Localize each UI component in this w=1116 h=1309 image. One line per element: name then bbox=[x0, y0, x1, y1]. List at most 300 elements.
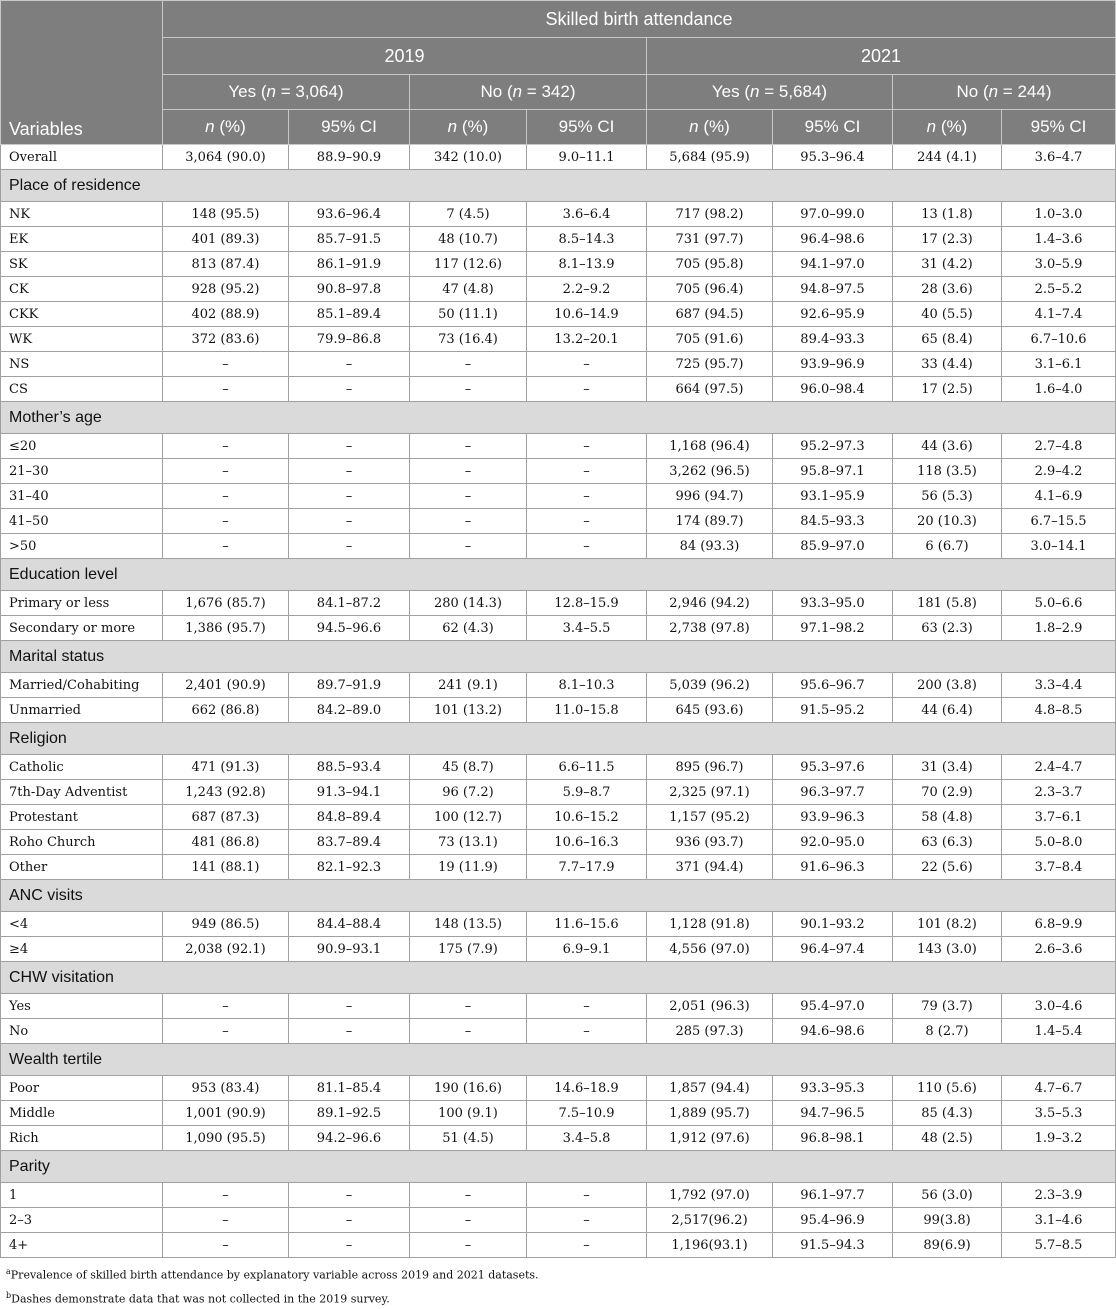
cell-n-pct: 1,889 (95.7) bbox=[647, 1101, 773, 1126]
cell-ci: – bbox=[527, 1019, 647, 1044]
cell-n-pct: 2,038 (92.1) bbox=[163, 937, 289, 962]
cell-n-pct: 371 (94.4) bbox=[647, 855, 773, 880]
table-row bbox=[1, 459, 1116, 484]
cell-n-pct: 148 (13.5) bbox=[410, 912, 527, 937]
cell-ci: 93.9–96.3 bbox=[773, 805, 893, 830]
cell-ci: 94.2–96.6 bbox=[289, 1126, 410, 1151]
cell-ci: 3.6–6.4 bbox=[527, 202, 647, 227]
table-row bbox=[1, 591, 1116, 616]
cell-n-pct: 3,064 (90.0) bbox=[163, 145, 289, 170]
cell-n-pct: 40 (5.5) bbox=[893, 302, 1002, 327]
row-label: EK bbox=[1, 227, 163, 252]
cell-n-pct: 51 (4.5) bbox=[410, 1126, 527, 1151]
section-row bbox=[1, 170, 1116, 202]
cell-n-pct: 731 (97.7) bbox=[647, 227, 773, 252]
cell-ci: 9.0–11.1 bbox=[527, 145, 647, 170]
cell-n-pct: 1,001 (90.9) bbox=[163, 1101, 289, 1126]
cell-n-pct: 13 (1.8) bbox=[893, 202, 1002, 227]
section-row bbox=[1, 1151, 1116, 1183]
row-label: Other bbox=[1, 855, 163, 880]
cell-ci: 93.1–95.9 bbox=[773, 484, 893, 509]
cell-n-pct: 936 (93.7) bbox=[647, 830, 773, 855]
cell-ci: 82.1–92.3 bbox=[289, 855, 410, 880]
cell-n-pct: 280 (14.3) bbox=[410, 591, 527, 616]
cell-n-pct: 241 (9.1) bbox=[410, 673, 527, 698]
table-row bbox=[1, 616, 1116, 641]
cell-ci: 3.0–5.9 bbox=[1002, 252, 1116, 277]
cell-n-pct: 73 (13.1) bbox=[410, 830, 527, 855]
row-label: >50 bbox=[1, 534, 163, 559]
cell-ci: 5.0–6.6 bbox=[1002, 591, 1116, 616]
cell-ci: 5.0–8.0 bbox=[1002, 830, 1116, 855]
cell-n-pct: – bbox=[163, 459, 289, 484]
cell-ci: 96.4–98.6 bbox=[773, 227, 893, 252]
cell-n-pct: – bbox=[410, 352, 527, 377]
cell-ci: 90.9–93.1 bbox=[289, 937, 410, 962]
group-n: 342 bbox=[541, 82, 570, 101]
table-row bbox=[1, 937, 1116, 962]
cell-ci: 2.2–9.2 bbox=[527, 277, 647, 302]
cell-n-pct: – bbox=[163, 434, 289, 459]
cell-n-pct: 4,556 (97.0) bbox=[647, 937, 773, 962]
col-header-ci: 95% CI bbox=[773, 110, 893, 145]
row-label: 2–3 bbox=[1, 1208, 163, 1233]
group-n: 5,684 bbox=[778, 82, 822, 101]
cell-ci: 3.3–4.4 bbox=[1002, 673, 1116, 698]
cell-ci: 84.5–93.3 bbox=[773, 509, 893, 534]
row-label: CKK bbox=[1, 302, 163, 327]
cell-ci: 4.1–6.9 bbox=[1002, 484, 1116, 509]
col-header-n-pct bbox=[163, 110, 289, 145]
col-header-ci: 95% CI bbox=[527, 110, 647, 145]
cell-n-pct: 101 (13.2) bbox=[410, 698, 527, 723]
cell-n-pct: 17 (2.3) bbox=[893, 227, 1002, 252]
table-row bbox=[1, 202, 1116, 227]
cell-n-pct: 58 (4.8) bbox=[893, 805, 1002, 830]
table-row bbox=[1, 1019, 1116, 1044]
cell-ci: – bbox=[289, 1208, 410, 1233]
cell-n-pct: 99(3.8) bbox=[893, 1208, 1002, 1233]
cell-ci: 10.6–16.3 bbox=[527, 830, 647, 855]
table-row bbox=[1, 912, 1116, 937]
cell-ci: 8.5–14.3 bbox=[527, 227, 647, 252]
table-row bbox=[1, 1208, 1116, 1233]
n-symbol: n bbox=[447, 117, 458, 136]
row-label: NS bbox=[1, 352, 163, 377]
cell-n-pct: 47 (4.8) bbox=[410, 277, 527, 302]
cell-ci: 5.9–8.7 bbox=[527, 780, 647, 805]
cell-n-pct: 31 (4.2) bbox=[893, 252, 1002, 277]
cell-n-pct: 725 (95.7) bbox=[647, 352, 773, 377]
pct-label: (%) bbox=[214, 117, 246, 136]
cell-ci: 6.7–10.6 bbox=[1002, 327, 1116, 352]
table-row bbox=[1, 755, 1116, 780]
cell-n-pct: 1,676 (85.7) bbox=[163, 591, 289, 616]
row-label: Catholic bbox=[1, 755, 163, 780]
section-row bbox=[1, 1044, 1116, 1076]
cell-n-pct: 96 (7.2) bbox=[410, 780, 527, 805]
section-label: Place of residence bbox=[1, 170, 1116, 202]
cell-ci: 11.6–15.6 bbox=[527, 912, 647, 937]
cell-n-pct: – bbox=[410, 484, 527, 509]
cell-ci: 12.8–15.9 bbox=[527, 591, 647, 616]
cell-ci: 5.7–8.5 bbox=[1002, 1233, 1116, 1258]
cell-n-pct: 402 (88.9) bbox=[163, 302, 289, 327]
cell-n-pct: 2,051 (96.3) bbox=[647, 994, 773, 1019]
cell-n-pct: 181 (5.8) bbox=[893, 591, 1002, 616]
cell-n-pct: – bbox=[163, 377, 289, 402]
pct-label: (%) bbox=[698, 117, 730, 136]
cell-n-pct: 31 (3.4) bbox=[893, 755, 1002, 780]
cell-ci: 4.7–6.7 bbox=[1002, 1076, 1116, 1101]
cell-n-pct: 56 (3.0) bbox=[893, 1183, 1002, 1208]
cell-ci: 89.7–91.9 bbox=[289, 673, 410, 698]
row-label: <4 bbox=[1, 912, 163, 937]
row-label: ≥4 bbox=[1, 937, 163, 962]
group-label: Yes bbox=[711, 82, 740, 101]
row-label: SK bbox=[1, 252, 163, 277]
cell-ci: 93.3–95.0 bbox=[773, 591, 893, 616]
cell-ci: 95.3–97.6 bbox=[773, 755, 893, 780]
cell-n-pct: 401 (89.3) bbox=[163, 227, 289, 252]
cell-ci: 13.2–20.1 bbox=[527, 327, 647, 352]
cell-ci: – bbox=[289, 459, 410, 484]
section-row bbox=[1, 880, 1116, 912]
n-symbol: n bbox=[205, 117, 215, 136]
cell-n-pct: – bbox=[163, 1233, 289, 1258]
cell-ci: 79.9–86.8 bbox=[289, 327, 410, 352]
cell-n-pct: 48 (10.7) bbox=[410, 227, 527, 252]
cell-ci: 6.8–9.9 bbox=[1002, 912, 1116, 937]
cell-ci: 3.4–5.5 bbox=[527, 616, 647, 641]
cell-ci: 91.6–96.3 bbox=[773, 855, 893, 880]
cell-ci: 96.4–97.4 bbox=[773, 937, 893, 962]
cell-ci: – bbox=[527, 434, 647, 459]
cell-ci: 2.9–4.2 bbox=[1002, 459, 1116, 484]
row-label: Overall bbox=[1, 145, 163, 170]
cell-n-pct: 705 (96.4) bbox=[647, 277, 773, 302]
cell-n-pct: 2,738 (97.8) bbox=[647, 616, 773, 641]
cell-n-pct: 3,262 (96.5) bbox=[647, 459, 773, 484]
cell-n-pct: – bbox=[410, 1208, 527, 1233]
cell-ci: 94.6–98.6 bbox=[773, 1019, 893, 1044]
section-row bbox=[1, 641, 1116, 673]
cell-n-pct: 813 (87.4) bbox=[163, 252, 289, 277]
cell-ci: 93.6–96.4 bbox=[289, 202, 410, 227]
cell-ci: 84.8–89.4 bbox=[289, 805, 410, 830]
group-n: 3,064 bbox=[295, 82, 338, 101]
cell-n-pct: 174 (89.7) bbox=[647, 509, 773, 534]
cell-n-pct: 244 (4.1) bbox=[893, 145, 1002, 170]
table-row bbox=[1, 1101, 1116, 1126]
cell-n-pct: 48 (2.5) bbox=[893, 1126, 1002, 1151]
cell-n-pct: 5,039 (96.2) bbox=[647, 673, 773, 698]
cell-n-pct: 175 (7.9) bbox=[410, 937, 527, 962]
cell-ci: 3.1–4.6 bbox=[1002, 1208, 1116, 1233]
row-label: 1 bbox=[1, 1183, 163, 1208]
cell-ci: 1.4–5.4 bbox=[1002, 1019, 1116, 1044]
cell-n-pct: 481 (86.8) bbox=[163, 830, 289, 855]
cell-ci: 97.0–99.0 bbox=[773, 202, 893, 227]
table-row bbox=[1, 327, 1116, 352]
cell-n-pct: – bbox=[163, 509, 289, 534]
cell-n-pct: 6 (6.7) bbox=[893, 534, 1002, 559]
cell-n-pct: – bbox=[163, 484, 289, 509]
cell-n-pct: 19 (11.9) bbox=[410, 855, 527, 880]
cell-ci: 95.3–96.4 bbox=[773, 145, 893, 170]
cell-n-pct: 44 (6.4) bbox=[893, 698, 1002, 723]
section-row bbox=[1, 559, 1116, 591]
cell-ci: 86.1–91.9 bbox=[289, 252, 410, 277]
cell-n-pct: – bbox=[163, 1019, 289, 1044]
cell-n-pct: 1,090 (95.5) bbox=[163, 1126, 289, 1151]
cell-ci: 84.1–87.2 bbox=[289, 591, 410, 616]
table-row bbox=[1, 227, 1116, 252]
cell-ci: 97.1–98.2 bbox=[773, 616, 893, 641]
cell-n-pct: 1,196(93.1) bbox=[647, 1233, 773, 1258]
cell-n-pct: 50 (11.1) bbox=[410, 302, 527, 327]
cell-ci: 3.0–14.1 bbox=[1002, 534, 1116, 559]
cell-n-pct: – bbox=[163, 994, 289, 1019]
section-label: Mother’s age bbox=[1, 402, 1116, 434]
section-label: Parity bbox=[1, 1151, 1116, 1183]
cell-n-pct: 5,684 (95.9) bbox=[647, 145, 773, 170]
cell-ci: 94.5–96.6 bbox=[289, 616, 410, 641]
cell-n-pct: 45 (8.7) bbox=[410, 755, 527, 780]
cell-n-pct: – bbox=[410, 377, 527, 402]
cell-ci: 3.1–6.1 bbox=[1002, 352, 1116, 377]
cell-ci: 6.7–15.5 bbox=[1002, 509, 1116, 534]
cell-n-pct: 100 (9.1) bbox=[410, 1101, 527, 1126]
table-header bbox=[1, 1, 1116, 145]
table-row bbox=[1, 434, 1116, 459]
cell-n-pct: 8 (2.7) bbox=[893, 1019, 1002, 1044]
cell-n-pct: 63 (6.3) bbox=[893, 830, 1002, 855]
cell-ci: 94.1–97.0 bbox=[773, 252, 893, 277]
cell-n-pct: 110 (5.6) bbox=[893, 1076, 1002, 1101]
table-row bbox=[1, 673, 1116, 698]
cell-ci: 95.4–97.0 bbox=[773, 994, 893, 1019]
cell-ci: – bbox=[527, 1208, 647, 1233]
cell-ci: 93.9–96.9 bbox=[773, 352, 893, 377]
cell-n-pct: 895 (96.7) bbox=[647, 755, 773, 780]
cell-ci: 91.3–94.1 bbox=[289, 780, 410, 805]
cell-ci: 1.0–3.0 bbox=[1002, 202, 1116, 227]
cell-ci: 91.5–95.2 bbox=[773, 698, 893, 723]
group-header: Yes (n = 5,684) bbox=[647, 75, 893, 110]
cell-ci: 90.8–97.8 bbox=[289, 277, 410, 302]
cell-n-pct: 645 (93.6) bbox=[647, 698, 773, 723]
table-row bbox=[1, 780, 1116, 805]
table-row bbox=[1, 1233, 1116, 1258]
row-label: Unmarried bbox=[1, 698, 163, 723]
row-label: 31–40 bbox=[1, 484, 163, 509]
section-label: Education level bbox=[1, 559, 1116, 591]
cell-ci: 96.3–97.7 bbox=[773, 780, 893, 805]
cell-ci: – bbox=[527, 459, 647, 484]
cell-n-pct: 949 (86.5) bbox=[163, 912, 289, 937]
cell-ci: 91.5–94.3 bbox=[773, 1233, 893, 1258]
section-label: Religion bbox=[1, 723, 1116, 755]
cell-ci: 2.3–3.7 bbox=[1002, 780, 1116, 805]
group-header: No (n = 342) bbox=[410, 75, 647, 110]
cell-n-pct: 118 (3.5) bbox=[893, 459, 1002, 484]
row-label: Secondary or more bbox=[1, 616, 163, 641]
cell-ci: 2.7–4.8 bbox=[1002, 434, 1116, 459]
cell-ci: 94.8–97.5 bbox=[773, 277, 893, 302]
row-label: CK bbox=[1, 277, 163, 302]
cell-ci: 7.5–10.9 bbox=[527, 1101, 647, 1126]
cell-ci: – bbox=[527, 509, 647, 534]
cell-ci: 3.7–8.4 bbox=[1002, 855, 1116, 880]
cell-n-pct: 20 (10.3) bbox=[893, 509, 1002, 534]
cell-ci: 96.1–97.7 bbox=[773, 1183, 893, 1208]
cell-n-pct: 141 (88.1) bbox=[163, 855, 289, 880]
cell-ci: – bbox=[527, 377, 647, 402]
table-row bbox=[1, 1076, 1116, 1101]
row-label: 41–50 bbox=[1, 509, 163, 534]
column-header-row bbox=[1, 110, 1116, 145]
cell-ci: 88.9–90.9 bbox=[289, 145, 410, 170]
cell-ci: 2.5–5.2 bbox=[1002, 277, 1116, 302]
section-row bbox=[1, 962, 1116, 994]
table-row bbox=[1, 252, 1116, 277]
table-row bbox=[1, 145, 1116, 170]
cell-n-pct: 143 (3.0) bbox=[893, 937, 1002, 962]
cell-ci: 1.4–3.6 bbox=[1002, 227, 1116, 252]
cell-n-pct: 1,168 (96.4) bbox=[647, 434, 773, 459]
group-header: Yes (n = 3,064) bbox=[163, 75, 410, 110]
table-title: Skilled birth attendance bbox=[163, 1, 1116, 38]
cell-ci: 95.8–97.1 bbox=[773, 459, 893, 484]
section-label: CHW visitation bbox=[1, 962, 1116, 994]
row-label: Middle bbox=[1, 1101, 163, 1126]
cell-ci: 2.4–4.7 bbox=[1002, 755, 1116, 780]
col-header-n-pct bbox=[647, 110, 773, 145]
cell-n-pct: 84 (93.3) bbox=[647, 534, 773, 559]
cell-ci: 1.6–4.0 bbox=[1002, 377, 1116, 402]
cell-ci: – bbox=[527, 1233, 647, 1258]
cell-ci: 3.0–4.6 bbox=[1002, 994, 1116, 1019]
cell-n-pct: 2,325 (97.1) bbox=[647, 780, 773, 805]
cell-n-pct: – bbox=[163, 534, 289, 559]
cell-ci: 6.9–9.1 bbox=[527, 937, 647, 962]
pct-label: (%) bbox=[936, 117, 968, 136]
row-label: Primary or less bbox=[1, 591, 163, 616]
cell-n-pct: 63 (2.3) bbox=[893, 616, 1002, 641]
cell-n-pct: 65 (8.4) bbox=[893, 327, 1002, 352]
cell-n-pct: 1,386 (95.7) bbox=[163, 616, 289, 641]
cell-n-pct: – bbox=[410, 994, 527, 1019]
footnotes bbox=[6, 1262, 539, 1309]
n-symbol: n bbox=[988, 82, 999, 101]
cell-n-pct: 1,857 (94.4) bbox=[647, 1076, 773, 1101]
cell-n-pct: – bbox=[410, 509, 527, 534]
cell-n-pct: – bbox=[163, 352, 289, 377]
cell-ci: 4.1–7.4 bbox=[1002, 302, 1116, 327]
cell-n-pct: 662 (86.8) bbox=[163, 698, 289, 723]
n-symbol: n bbox=[689, 117, 699, 136]
section-label: Wealth tertile bbox=[1, 1044, 1116, 1076]
row-label: WK bbox=[1, 327, 163, 352]
cell-ci: 94.7–96.5 bbox=[773, 1101, 893, 1126]
cell-n-pct: 28 (3.6) bbox=[893, 277, 1002, 302]
table-row bbox=[1, 509, 1116, 534]
row-label: Yes bbox=[1, 994, 163, 1019]
table-row bbox=[1, 855, 1116, 880]
table-row bbox=[1, 698, 1116, 723]
cell-ci: – bbox=[289, 434, 410, 459]
cell-ci: – bbox=[289, 1183, 410, 1208]
cell-n-pct: 85 (4.3) bbox=[893, 1101, 1002, 1126]
year-header-2021: 2021 bbox=[647, 38, 1116, 75]
table-row bbox=[1, 994, 1116, 1019]
cell-ci: 95.6–96.7 bbox=[773, 673, 893, 698]
cell-ci: 3.6–4.7 bbox=[1002, 145, 1116, 170]
cell-ci: 90.1–93.2 bbox=[773, 912, 893, 937]
table-row bbox=[1, 1126, 1116, 1151]
group-label: Yes bbox=[228, 82, 257, 101]
cell-n-pct: 1,128 (91.8) bbox=[647, 912, 773, 937]
cell-n-pct: – bbox=[410, 459, 527, 484]
group-n: 244 bbox=[1017, 82, 1046, 101]
cell-n-pct: 44 (3.6) bbox=[893, 434, 1002, 459]
col-header-ci: 95% CI bbox=[289, 110, 410, 145]
n-symbol: n bbox=[926, 117, 937, 136]
table-row bbox=[1, 484, 1116, 509]
pct-label: (%) bbox=[457, 117, 489, 136]
table-row bbox=[1, 352, 1116, 377]
cell-n-pct: – bbox=[410, 434, 527, 459]
cell-n-pct: 2,946 (94.2) bbox=[647, 591, 773, 616]
cell-ci: 2.6–3.6 bbox=[1002, 937, 1116, 962]
cell-n-pct: 22 (5.6) bbox=[893, 855, 1002, 880]
cell-n-pct: 190 (16.6) bbox=[410, 1076, 527, 1101]
cell-ci: 95.4–96.9 bbox=[773, 1208, 893, 1233]
col-header-n-pct bbox=[410, 110, 527, 145]
cell-ci: 93.3–95.3 bbox=[773, 1076, 893, 1101]
cell-n-pct: 285 (97.3) bbox=[647, 1019, 773, 1044]
cell-ci: 84.4–88.4 bbox=[289, 912, 410, 937]
cell-n-pct: – bbox=[163, 1208, 289, 1233]
cell-ci: – bbox=[527, 352, 647, 377]
cell-ci: – bbox=[527, 994, 647, 1019]
cell-ci: – bbox=[527, 1183, 647, 1208]
group-header-row bbox=[1, 75, 1116, 110]
section-row bbox=[1, 723, 1116, 755]
cell-n-pct: 33 (4.4) bbox=[893, 352, 1002, 377]
cell-ci: – bbox=[527, 484, 647, 509]
cell-n-pct: – bbox=[410, 1233, 527, 1258]
cell-n-pct: 705 (95.8) bbox=[647, 252, 773, 277]
row-label: Roho Church bbox=[1, 830, 163, 855]
row-label: Rich bbox=[1, 1126, 163, 1151]
row-label: Poor bbox=[1, 1076, 163, 1101]
cell-n-pct: 79 (3.7) bbox=[893, 994, 1002, 1019]
cell-n-pct: 705 (91.6) bbox=[647, 327, 773, 352]
cell-ci: 2.3–3.9 bbox=[1002, 1183, 1116, 1208]
cell-n-pct: – bbox=[163, 1183, 289, 1208]
cell-n-pct: – bbox=[410, 534, 527, 559]
row-label: 7th-Day Adventist bbox=[1, 780, 163, 805]
section-row bbox=[1, 402, 1116, 434]
footnote bbox=[6, 1286, 539, 1309]
cell-ci: 6.6–11.5 bbox=[527, 755, 647, 780]
cell-ci: 92.6–95.9 bbox=[773, 302, 893, 327]
table-row bbox=[1, 534, 1116, 559]
cell-n-pct: 62 (4.3) bbox=[410, 616, 527, 641]
cell-ci: 85.7–91.5 bbox=[289, 227, 410, 252]
